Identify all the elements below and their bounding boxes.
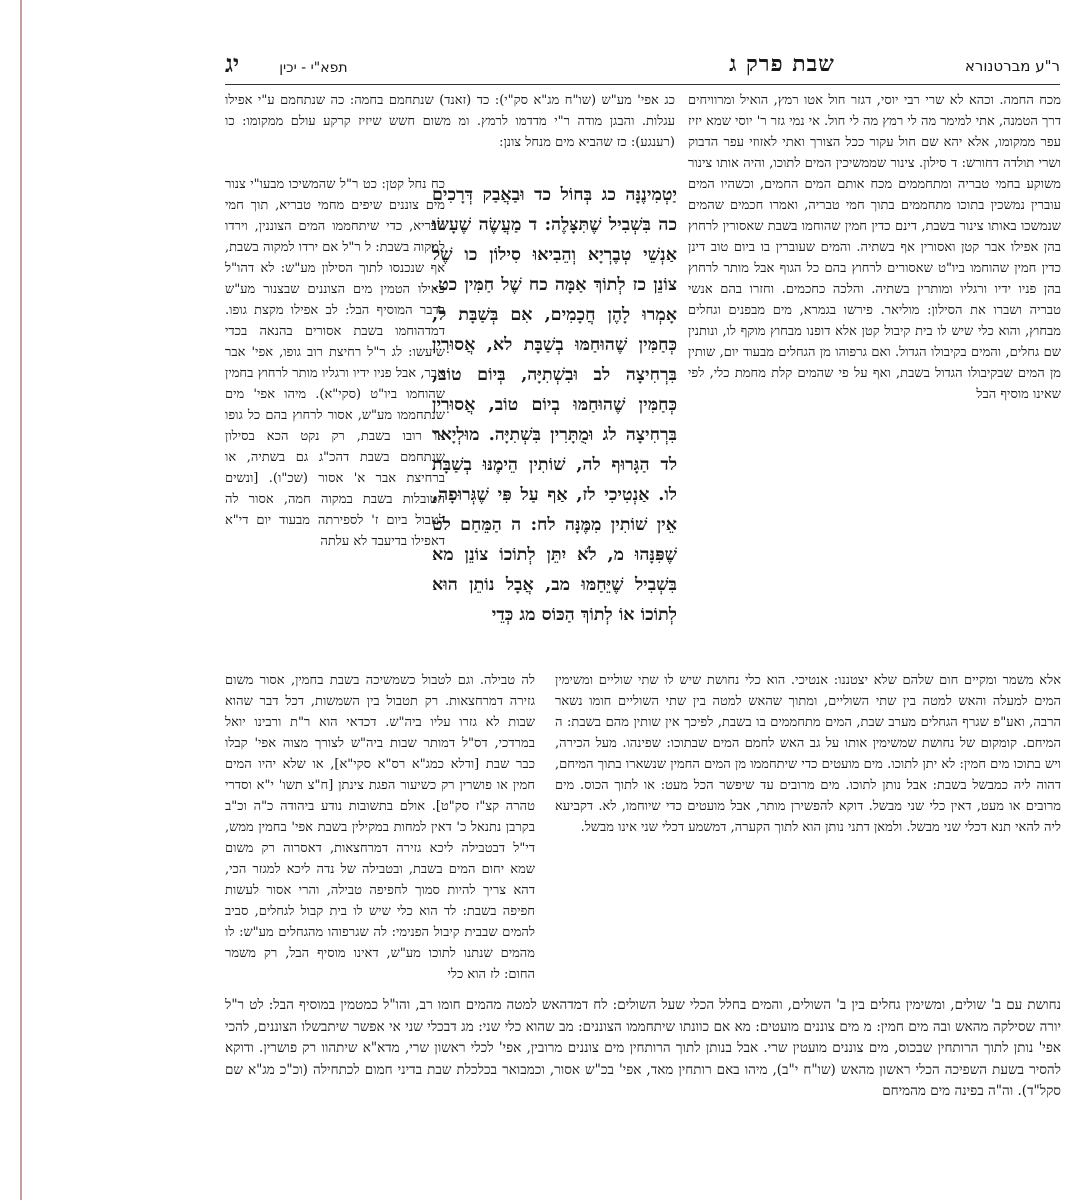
commentary-right-column	[688, 90, 1061, 670]
commentary-right-lower-text: אלא משמר ומקיים חום שלהם שלא יצטננו: אנטיכי. הוא כלי נחושת שיש לו שתי שוליים ומשימין המים למעלה והאש למטה בין שתי השוליים, ומתוך שהאש למטה בין שתי השוליים חומו נשאר הרבה, ואע"פ שגרף הגחלים מערב שבת, המים מתחממים בו בשבת, לפיכך אין שותין מהם בשבת: ה המיחם. קומקום של נחושת שמשימין אותו על גב האש לחמם המים שבתוכו: שפינהו. מעל הכירה, ויש בתוכו מים חמין: לא יתן לתוכו. מים מועטים כדי שיתחממו מן המים החמין שנשארו בתוך המיחם, דהוה ליה כמבשל בשבת: אבל נותן לתוכו. מים מרובים עד שיפשר הכל מעט: או לתוך הכוס. מים מרובים או מעט, דאין כלי שני מבשל. דוקא להפשירן מותר, אבל מועטים כדי שיוחמו, לא. דקביעא ליה להאי תנא דכלי שני מבשל. ולמאן דתני נותן הוא לתוך הקערה, דמשמע דכלי שני אינו מבשל.	[555, 673, 1061, 835]
page-edge-rule	[20, 0, 22, 1200]
commentary-right-lower-column	[555, 670, 1061, 990]
commentary-left-top-block	[225, 90, 675, 174]
header-divider	[225, 84, 1060, 85]
mishnah-text: יַטְמִינֶנָּה כג בְּחוֹל כד וּבַאֲבַק דְּרָכִים כה בִּשְׁבִיל שֶׁתִּצָּלֶה: ד מַעֲשֶׂה שֶׁעָשׂוּ אַנְשֵׁי טְבֶרְיָא וְהֵבִיאוּ סִילוֹן כו שֶׁל צוֹנֵן כז לְתוֹךְ אַמָּה כח שֶׁל חַמִּין כט. אָמְרוּ לָהֶן חֲכָמִים, אִם בְּשַׁבָּת ל, כְּחַמִּין שֶׁהוּחַמּוּ בְשַׁבָּת לא, אֲסוּרִין בִּרְחִיצָה לב וּבִשְׁתִיָּה, בְּיוֹם טוֹב, כְּחַמִּין שֶׁהוּחַמּוּ בְיוֹם טוֹב, אֲסוּרִין בִּרְחִיצָה לג וּמֻתָּרִין בִּשְׁתִיָּה. מוּלְיָאר לד הַגָּרוּף לה, שׁוֹתִין הֵימֶנּוּ בְשַׁבָּת לו. אַנְטִיכִי לז, אַף עַל פִּי שֶׁגְּרוּפָה, אֵין שׁוֹתִין מִמֶּנָּה לח: ה הַמֵּחַם לט שֶׁפִּנָּהוּ מ, לֹא יִתֵּן לְתוֹכוֹ צוֹנֵן מא בִּשְׁבִיל שֶׁיֵּחַמּוּ מב, אֲבָל נוֹתֵן הוּא לְתוֹכוֹ אוֹ לְתוֹךְ הַכּוֹס מג כְּדֵי	[432, 185, 677, 625]
header-subtitle: תפא"י - יכין	[279, 60, 348, 76]
commentary-right-text: מכח החמה. וכהא לא שרי רבי יוסי, דגזר חול אטו רמץ, הואיל ומרוויחים דרך הטמנה, אתי למימר מה לי רמץ מה לי חול. אי נמי גזר ר' יוסי שמא יזיז עפר ממקומו, אלא יהא שם חול עקור ככל הצורך ואתי לאזוזי עפר הדבוק ושרי תולדה דחורש: ד סילון. צינור שממשיכין המים לתוכו, והיה אותו צינור משוקע בחמי טבריה ומתחממים מכח אותם המים החמים, וכשהיו המים עוברין נמשכין בתוכו מתחממים בתוך חמי טבריה, ואמרו חכמים שהמים שנמשכו באותו צינור בשבת, דינם כדין חמין שהוחמו בשבת שאסורין לרחוץ בהן אפילו אבר קטן ואסורין אף בשתיה. והמים שעוברין בו ביום טוב דינן כדין חמין שהוחמו ביו"ט שאסורים לרחוץ בהם כל הגוף אבל מותר לרחוץ בהן פניו ידיו ורגליו ומותרין בשתיה. והלכה כחכמים. וחזרו בהם אנשי טבריה ושברו את הסילון: מוליאר. פירשו בגמרא, מים מבפנים וגחלים מבחוץ, והוא כלי שיש לו בית קיבול קטן אלא דופנו מבחוץ מוקף לו, ונותנין שם גחלים, והמים בקיבולו הגדול. ואם גרפוהו מן הגחלים מבעוד יום, שותין מן המים שבקיבולו הגדול בשבת, ואף על פי שהמים קלת מחמת כלי, לפי שאינו מוסיף הבל	[688, 93, 1061, 402]
header-right-group	[729, 51, 1060, 77]
mishnah-text-block	[432, 180, 677, 650]
header-tractate-title: שבת פרק ג	[729, 51, 835, 77]
commentary-left-text: כח נחל קטן: כט ר"ל שהמשיכו מבעו"י צנור מים צוננים שיפים מחמי טבריא, תוך חמי טבריא, כדי שיתחממו המים הצוננין, וירדו למקוה בשבת: ל ר"ל אם ירדו למקוה בשבת, אף שנכנסו לתוך הסילון מע"ש: לא דהו"ל כאילו הטמין מים הצוננים שבצנור מע"ש בדבר המוסיף הבל: לב אפילו מקצת גופו. דמדהוחמו בשבת אסורים בהנאה בכדי שיעשו: לג ר"ל רחיצת רוב גופו, אפי' אבר אבר, אבל פניו ידיו ורגליו מותר לרחוץ בחמין שהוחמו ביו"ט (סקי"א). מיהו אפי' מים שנתחממו מע"ש, אסור לרחוץ בהם כל גופו או רובו בשבת, רק נקט הכא בסילון שנתחמם בשבת דהכ"ג גם בשתיה, או ברחיצת אבר א' אסור (שכ"ו). [ונשים הטובלות בשבת במקוה חמה, אסור לה לטבול ביום ז' לספירתה מבעוד יום די"א דאפילו בדיעבד לא עלתה	[225, 177, 445, 549]
page-number: יג	[225, 49, 240, 78]
page-header	[225, 46, 1060, 82]
commentary-left-lower-column	[225, 670, 535, 990]
header-commentary-name: ר"ע מברטנורא	[964, 57, 1060, 75]
commentary-left-lower-text: לה טבילה. וגם לטבול כשמשיכה בשבת בחמין, אסור משום גזירה דמרחצאות. רק תטבול בין השמשות, דכל דבר שהוא שבות לא גזרו עליו ביה"ש. דכדאי הוא ר"ת ורבינו יואל במרדכי, דס"ל דמותר שבות ביה"ש לצורך מצוה אפי' קבלו כבר שבת [ודלא כמג"א רס"א סקי"א], או שלא יהיו המים חמין או פושרין רק כשיעור הפגת צינתן [ח"צ תשו' י"א וסדרי טהרה קצ"ז סק"ט]. אולם בתשובות נודע ביהודה כ"ה וכ"ב בקרבן נתנאל כ' דאין למחות במקילין בשבת אפי' בחמין ממש, די"ל דבטבילה ליכא גזירה דמרחצאות, דאסרוה רק משום שמא יחום המים בשבת, ובטבילה של נדה ליכא למגזר הכי, דהא צריך להיות סמוך לחפיפה טבילה, והרי אסור לעשות חפיפה בשבת: לד הוא כלי שיש לו בית קבול לגחלים, סביב להמים שבבית קיבול הפנימי: לה שגרפוהו מהגחלים מע"ש: לו מהמים שנתנו לתוכו מע"ש, דאינו מוסיף הבל, רק משמר החום: לז הוא כלי	[225, 673, 535, 982]
bottom-notes-block	[225, 995, 1061, 1175]
header-left-group	[225, 49, 348, 79]
bottom-notes-text: נחושת עם ב' שולים, ומשימין גחלים בין ב' השולים, והמים בחלל הכלי שעל השולים: לח דמדהאש למטה מהמים חומו רב, והו"ל כמטמין במוסיף הבל: לט ר"ל יורה שסילקה מהאש ובה מים חמין: מ מים צוננים מועטים: מא אם כוונתו שיתחממו הצוננים: מב שהוא כלי שני: מג דבכלי שני אי אפשר שיתבשלו הצוננים, להכי אפי' נותן לתוך הרותחין שבכוס, מים צוננים מועטין שרי. אבל בנותן לתוך הרותחין מים צוננים מרובין, אפי' לכלי ראשון שרי, מדא"א שיתהוו רק פושרין. ודוקא להסיר בשעת השפיכה הכלי ראשון מהאש (שו"ח י"ב), מיהו באם רותחין מאד, אפי' בכ"ש אסור, וכמבואר בכלכלת שבת בדיני חמום לכתחילה (וכ"כ מג"א שם סקל"ד). וה"ה בפינה מים מהמיחם	[225, 997, 1061, 1099]
commentary-left-column	[225, 174, 445, 670]
commentary-left-top-text: כג אפי' מע"ש (שו"ח מג"א סק"י): כד (זאנד) שנתחמם בחמה: כה שנתחמם ע"י אפילו עגלות. והבגן מודה ר"י מדדמו לרמץ. ומ משום חשש שיזיז קרקע עולם ממקומו: כו (רענגע): כז שהביא מים מנחל צונן:	[225, 93, 675, 150]
